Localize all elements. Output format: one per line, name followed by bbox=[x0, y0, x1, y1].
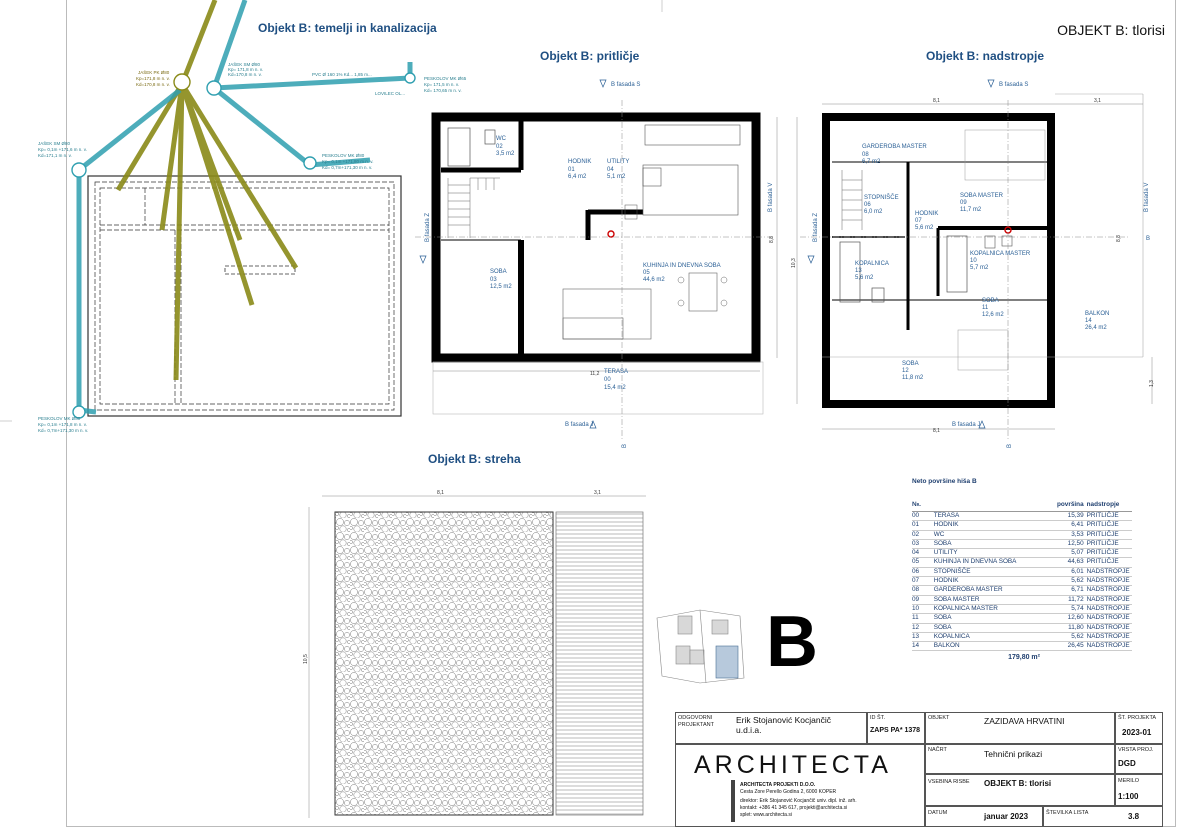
svg-text:3,1: 3,1 bbox=[594, 490, 601, 496]
svg-text:11: 11 bbox=[982, 305, 989, 311]
company-logo: ARCHITECTA bbox=[694, 751, 892, 779]
area-table-row bbox=[912, 633, 1132, 642]
tb-vrsta-value: DGD bbox=[1118, 759, 1136, 768]
svg-text:PESKOLOV MK Ø80: PESKOLOV MK Ø80 bbox=[322, 153, 365, 158]
svg-text:KUHINJA IN DNEVNA SOBA: KUHINJA IN DNEVNA SOBA bbox=[643, 263, 721, 269]
svg-text:3,1: 3,1 bbox=[1094, 98, 1101, 104]
row-area: 15,39 bbox=[1067, 512, 1084, 519]
header-area: površina bbox=[1057, 501, 1084, 508]
area-table-row bbox=[912, 624, 1132, 633]
ground-fasada-markers bbox=[420, 80, 774, 448]
tb-nacrt-label: NAČRT bbox=[928, 747, 947, 753]
svg-text:07: 07 bbox=[915, 218, 922, 224]
row-name: GARDEROBA MASTER bbox=[933, 586, 1003, 594]
row-name: KOPALNICA MASTER bbox=[933, 604, 998, 612]
row-floor: NADSTROPJE bbox=[1086, 567, 1130, 575]
area-table-row bbox=[912, 642, 1132, 651]
row-num: 13 bbox=[912, 632, 920, 640]
tb-datum-label: DATUM bbox=[928, 810, 948, 816]
svg-text:44,6 m2: 44,6 m2 bbox=[643, 277, 665, 283]
tb-odgovorni-cell bbox=[675, 712, 867, 744]
svg-text:09: 09 bbox=[960, 200, 967, 206]
area-table-row bbox=[912, 586, 1132, 595]
row-num: 03 bbox=[912, 539, 920, 547]
area-table-row bbox=[912, 531, 1132, 540]
tb-stprojekta-label: ŠT. PROJEKTA bbox=[1118, 715, 1157, 721]
row-num: 10 bbox=[912, 604, 920, 612]
row-name: KOPALNICA bbox=[933, 632, 970, 640]
svg-text:01: 01 bbox=[568, 167, 575, 173]
svg-text:B fasada J: B fasada J bbox=[565, 422, 594, 428]
section-title-pritlicje: Objekt B: pritličje bbox=[540, 49, 640, 63]
tb-nacrt-value: Tehnični prikazi bbox=[984, 749, 1043, 759]
svg-text:BALKON: BALKON bbox=[1085, 311, 1110, 317]
svg-text:06: 06 bbox=[864, 202, 871, 208]
row-name: STOPNIŠČE bbox=[933, 567, 971, 575]
svg-text:SOBA: SOBA bbox=[982, 298, 999, 304]
tb-datum-cell bbox=[925, 806, 1043, 827]
roof-plan bbox=[303, 490, 646, 818]
logo-bar bbox=[731, 780, 735, 822]
area-table-row bbox=[912, 614, 1132, 623]
sheet-title: OBJEKT B: tlorisi bbox=[1057, 22, 1165, 38]
svg-text:SOBA: SOBA bbox=[902, 361, 919, 367]
svg-text:8,8: 8,8 bbox=[1116, 235, 1122, 242]
row-area: 5,74 bbox=[1071, 604, 1084, 612]
tb-odgovorni-label: ODGOVORNI PROJEKTANT bbox=[678, 715, 714, 728]
svg-text:5,6 m2: 5,6 m2 bbox=[915, 225, 934, 231]
svg-text:B: B bbox=[1146, 236, 1151, 242]
row-floor: NADSTROPJE bbox=[1086, 632, 1130, 640]
header-floor: nadstropje bbox=[1086, 501, 1120, 508]
svg-text:GARDEROBA MASTER: GARDEROBA MASTER bbox=[862, 144, 927, 150]
tb-merilo-cell bbox=[1115, 774, 1163, 806]
row-name: UTILITY bbox=[933, 549, 958, 557]
row-name: TERASA bbox=[933, 512, 960, 519]
area-table-row bbox=[912, 558, 1132, 567]
svg-text:B fasada S: B fasada S bbox=[611, 82, 641, 88]
tb-datum-value: januar 2023 bbox=[984, 812, 1029, 821]
area-table bbox=[912, 478, 1132, 661]
row-area: 6,01 bbox=[1071, 567, 1084, 575]
tb-stevilka-value: 3.8 bbox=[1128, 812, 1140, 821]
svg-text:5,1 m2: 5,1 m2 bbox=[607, 174, 626, 180]
row-area: 5,62 bbox=[1071, 632, 1084, 640]
area-table-row bbox=[912, 577, 1132, 586]
svg-text:00: 00 bbox=[604, 377, 611, 383]
row-name: BALKON bbox=[933, 642, 960, 650]
area-table-title: Neto površine hiša B bbox=[912, 478, 977, 485]
svg-text:B: B bbox=[622, 443, 628, 448]
section-title-nadstropje: Objekt B: nadstropje bbox=[926, 49, 1045, 63]
row-num: 02 bbox=[912, 530, 920, 538]
svg-text:Kd= 170,65 m n. v.: Kd= 170,65 m n. v. bbox=[424, 88, 462, 93]
row-name: HODNIK bbox=[933, 577, 959, 585]
row-name: SOBA bbox=[933, 614, 952, 622]
section-title-temelji: Objekt B: temelji in kanalizacija bbox=[258, 21, 437, 35]
tb-stprojekta-value: 2023-01 bbox=[1122, 728, 1152, 737]
svg-text:6,7 m2: 6,7 m2 bbox=[862, 159, 881, 165]
area-table-row bbox=[912, 568, 1132, 577]
area-table-header bbox=[912, 501, 1132, 512]
row-name: SOBA bbox=[933, 623, 952, 631]
row-floor: PRITLIČJE bbox=[1086, 558, 1119, 566]
row-floor: PRITLIČJE bbox=[1086, 539, 1119, 547]
svg-text:B fasada V: B fasada V bbox=[1144, 182, 1150, 212]
svg-text:Kp=171,8 m n. v.: Kp=171,8 m n. v. bbox=[136, 76, 170, 81]
svg-text:B: B bbox=[1007, 443, 1013, 448]
svg-text:SOBA: SOBA bbox=[490, 269, 507, 275]
tb-objekt-cell bbox=[925, 712, 1115, 744]
tb-merilo-label: MERILO bbox=[1118, 778, 1140, 784]
row-area: 11,80 bbox=[1068, 623, 1084, 631]
row-floor: PRITLIČJE bbox=[1086, 530, 1119, 538]
svg-text:13: 13 bbox=[855, 268, 862, 274]
company-name: ARCHITECTA PROJEKTI D.O.O. bbox=[740, 782, 816, 788]
svg-text:WC: WC bbox=[496, 136, 506, 142]
company-contact: kontakt: +386 41 345 617, projekti@architecta.si bbox=[740, 805, 848, 811]
svg-text:HODNIK: HODNIK bbox=[915, 211, 939, 217]
row-area: 6,41 bbox=[1071, 521, 1084, 529]
svg-text:6,4 m2: 6,4 m2 bbox=[568, 174, 587, 180]
svg-text:03: 03 bbox=[490, 277, 497, 283]
svg-text:02: 02 bbox=[496, 144, 503, 150]
tb-odgovorni-value: Erik Stojanović Kocjančič u.d.i.a. bbox=[736, 715, 831, 735]
row-area: 12,50 bbox=[1067, 539, 1084, 547]
svg-text:Kp= 171,5 m n. v.: Kp= 171,5 m n. v. bbox=[424, 82, 460, 87]
svg-text:JAŠEK SM Ø80: JAŠEK SM Ø80 bbox=[228, 62, 261, 67]
row-floor: PRITLIČJE bbox=[1086, 512, 1119, 519]
svg-text:10,5: 10,5 bbox=[303, 654, 309, 664]
svg-text:JAŠEK SM Ø80: JAŠEK SM Ø80 bbox=[38, 141, 71, 146]
svg-text:8,1: 8,1 bbox=[933, 98, 940, 104]
svg-text:05: 05 bbox=[643, 270, 650, 276]
header-name bbox=[934, 501, 1033, 508]
area-table-row bbox=[912, 521, 1132, 530]
svg-text:Kp= 171,8 m n. v.: Kp= 171,8 m n. v. bbox=[228, 67, 264, 72]
svg-text:PESKOLOV MK Ø80: PESKOLOV MK Ø80 bbox=[38, 416, 81, 421]
tb-stprojekta-cell bbox=[1115, 712, 1163, 744]
svg-text:PVC Ø 160 1% Kd... 1,85 m...: PVC Ø 160 1% Kd... 1,85 m... bbox=[312, 72, 372, 77]
svg-text:B fasada Z: B fasada Z bbox=[813, 212, 819, 242]
svg-text:Kp= 0,1m +171,6 m n. v.: Kp= 0,1m +171,6 m n. v. bbox=[38, 147, 87, 152]
row-name: WC bbox=[933, 530, 945, 538]
row-num: 00 bbox=[912, 512, 920, 519]
tb-vsebina-label: VSEBINA RISBE bbox=[928, 779, 970, 785]
svg-text:10,3: 10,3 bbox=[791, 258, 797, 268]
row-floor: NADSTROPJE bbox=[1086, 604, 1130, 612]
manholes bbox=[72, 73, 415, 418]
svg-text:8,1: 8,1 bbox=[933, 428, 940, 434]
tb-id-label: ID ŠT. bbox=[870, 715, 885, 721]
row-num: 09 bbox=[912, 595, 920, 603]
row-num: 06 bbox=[912, 567, 920, 575]
svg-text:08: 08 bbox=[862, 152, 869, 158]
foundation-plan bbox=[88, 176, 401, 416]
svg-text:3,5 m2: 3,5 m2 bbox=[496, 151, 515, 157]
tb-objekt-value: ZAZIDAVA HRVATINI bbox=[984, 716, 1065, 726]
svg-text:Kd=170,8 m n. v.: Kd=170,8 m n. v. bbox=[228, 72, 262, 77]
tb-vrsta-label: VRSTA PROJ. bbox=[1118, 747, 1154, 753]
row-name: SOBA bbox=[933, 539, 952, 547]
upper-room-labels bbox=[791, 98, 1155, 434]
svg-text:10: 10 bbox=[970, 258, 977, 264]
svg-text:Kd= 0,7m+171,30 m n. v.: Kd= 0,7m+171,30 m n. v. bbox=[38, 428, 89, 433]
svg-text:Kd=170,8 m n. v.: Kd=170,8 m n. v. bbox=[136, 82, 170, 87]
row-floor: NADSTROPJE bbox=[1086, 623, 1130, 631]
svg-text:15,4 m2: 15,4 m2 bbox=[604, 385, 626, 391]
building-letter: B bbox=[766, 602, 818, 682]
row-area: 5,62 bbox=[1071, 577, 1084, 585]
row-num: 14 bbox=[912, 642, 920, 650]
svg-text:Kp= 0,1m +171,8 m n. v.: Kp= 0,1m +171,8 m n. v. bbox=[38, 422, 87, 427]
row-name: SOBA MASTER bbox=[933, 595, 980, 603]
row-num: 07 bbox=[912, 577, 920, 585]
area-table-row bbox=[912, 605, 1132, 614]
row-floor: PRITLIČJE bbox=[1086, 549, 1119, 557]
ground-room-labels bbox=[490, 136, 775, 391]
svg-text:KOPALNICA: KOPALNICA bbox=[855, 261, 889, 267]
tb-vrsta-cell bbox=[1115, 744, 1163, 774]
area-table-row bbox=[912, 596, 1132, 605]
svg-text:12,5 m2: 12,5 m2 bbox=[490, 284, 512, 290]
svg-text:KOPALNICA MASTER: KOPALNICA MASTER bbox=[970, 251, 1031, 257]
row-floor: PRITLIČJE bbox=[1086, 521, 1119, 529]
svg-text:11,7 m2: 11,7 m2 bbox=[960, 207, 982, 213]
row-name: HODNIK bbox=[933, 521, 959, 529]
row-num: 08 bbox=[912, 586, 920, 594]
row-floor: NADSTROPJE bbox=[1086, 595, 1130, 603]
row-name: KUHINJA IN DNEVNA SOBA bbox=[933, 558, 1017, 566]
tb-objekt-label: OBJEKT bbox=[928, 715, 950, 721]
tb-id-cell bbox=[867, 712, 925, 744]
ground-floor-plan bbox=[415, 100, 777, 440]
tb-company-cell bbox=[675, 744, 925, 827]
svg-text:UTILITY: UTILITY bbox=[607, 159, 630, 165]
row-area: 26,45 bbox=[1067, 642, 1084, 650]
svg-text:14: 14 bbox=[1085, 318, 1092, 324]
row-num: 01 bbox=[912, 521, 920, 529]
tb-id-value: ZAPS PA* 1378 bbox=[870, 727, 921, 734]
tb-vsebina-cell bbox=[925, 774, 1115, 806]
svg-text:SOBA MASTER: SOBA MASTER bbox=[960, 193, 1004, 199]
svg-text:6,0 m2: 6,0 m2 bbox=[864, 209, 883, 215]
svg-text:LOVILEC OL...: LOVILEC OL... bbox=[375, 91, 406, 96]
svg-text:26,4 m2: 26,4 m2 bbox=[1085, 325, 1107, 331]
header-num: №. bbox=[912, 501, 921, 508]
row-floor: NADSTROPJE bbox=[1086, 614, 1130, 622]
area-total: 179,80 m² bbox=[1008, 654, 1040, 662]
row-num: 11 bbox=[912, 614, 919, 622]
tb-stevilka-label: ŠTEVILKA LISTA bbox=[1046, 810, 1089, 816]
svg-text:TERASA: TERASA bbox=[604, 369, 629, 375]
svg-text:11,2: 11,2 bbox=[590, 371, 600, 377]
row-floor: NADSTROPJE bbox=[1086, 642, 1130, 650]
section-title-streha: Objekt B: streha bbox=[428, 452, 521, 466]
svg-text:Kd= 0,7m+171,30 m n. v.: Kd= 0,7m+171,30 m n. v. bbox=[322, 165, 373, 170]
svg-text:JAŠEK PK Ø80: JAŠEK PK Ø80 bbox=[138, 70, 170, 75]
key-plan bbox=[657, 610, 744, 683]
svg-text:8,1: 8,1 bbox=[437, 490, 444, 496]
row-floor: NADSTROPJE bbox=[1086, 577, 1130, 585]
tb-vsebina-value: OBJEKT B: tlorisi bbox=[984, 779, 1052, 788]
svg-text:B fasada V: B fasada V bbox=[768, 182, 774, 212]
row-floor: NADSTROPJE bbox=[1086, 586, 1130, 594]
row-area: 11,72 bbox=[1068, 595, 1084, 603]
svg-text:B fasada J: B fasada J bbox=[952, 422, 981, 428]
row-num: 04 bbox=[912, 549, 920, 557]
svg-text:1,3: 1,3 bbox=[1149, 380, 1155, 387]
svg-text:Kd=171,1 m n. v.: Kd=171,1 m n. v. bbox=[38, 153, 72, 158]
svg-text:HODNIK: HODNIK bbox=[568, 159, 592, 165]
row-area: 6,71 bbox=[1071, 586, 1084, 594]
svg-text:5,7 m2: 5,7 m2 bbox=[970, 265, 989, 271]
row-area: 44,63 bbox=[1067, 558, 1084, 566]
svg-text:5,6 m2: 5,6 m2 bbox=[855, 275, 874, 281]
svg-text:PESKOLOV MK Ø65: PESKOLOV MK Ø65 bbox=[424, 76, 467, 81]
area-table-row bbox=[912, 512, 1132, 521]
company-web: splet: www.architecta.si bbox=[740, 812, 792, 818]
svg-text:04: 04 bbox=[607, 167, 614, 173]
svg-text:8,8: 8,8 bbox=[769, 236, 775, 243]
row-num: 12 bbox=[912, 623, 920, 631]
svg-text:B fasada S: B fasada S bbox=[999, 82, 1029, 88]
company-address: Cesta Zore Perello Godina 2, 6000 KOPER bbox=[740, 789, 837, 795]
tb-nacrt-cell bbox=[925, 744, 1115, 774]
company-director: direktor: Erik Stojanović Kocjančič univ. dipl. inž. arh. bbox=[740, 798, 857, 804]
row-area: 3,53 bbox=[1071, 530, 1084, 538]
row-area: 5,07 bbox=[1071, 549, 1084, 557]
row-num: 05 bbox=[912, 558, 920, 566]
tb-stevilka-cell bbox=[1043, 806, 1163, 827]
svg-text:12,6 m2: 12,6 m2 bbox=[982, 312, 1004, 318]
svg-text:12: 12 bbox=[902, 368, 909, 374]
area-table-body bbox=[912, 512, 1132, 651]
svg-text:B fasada Z: B fasada Z bbox=[425, 212, 431, 242]
svg-text:11,8 m2: 11,8 m2 bbox=[902, 375, 924, 381]
svg-text:Kp= 0,1m +171,80 m n. v.: Kp= 0,1m +171,80 m n. v. bbox=[322, 159, 374, 164]
svg-text:STOPNIŠČE: STOPNIŠČE bbox=[864, 195, 899, 201]
row-area: 12,60 bbox=[1067, 614, 1084, 622]
area-table-row bbox=[912, 540, 1132, 549]
tb-merilo-value: 1:100 bbox=[1118, 792, 1139, 801]
